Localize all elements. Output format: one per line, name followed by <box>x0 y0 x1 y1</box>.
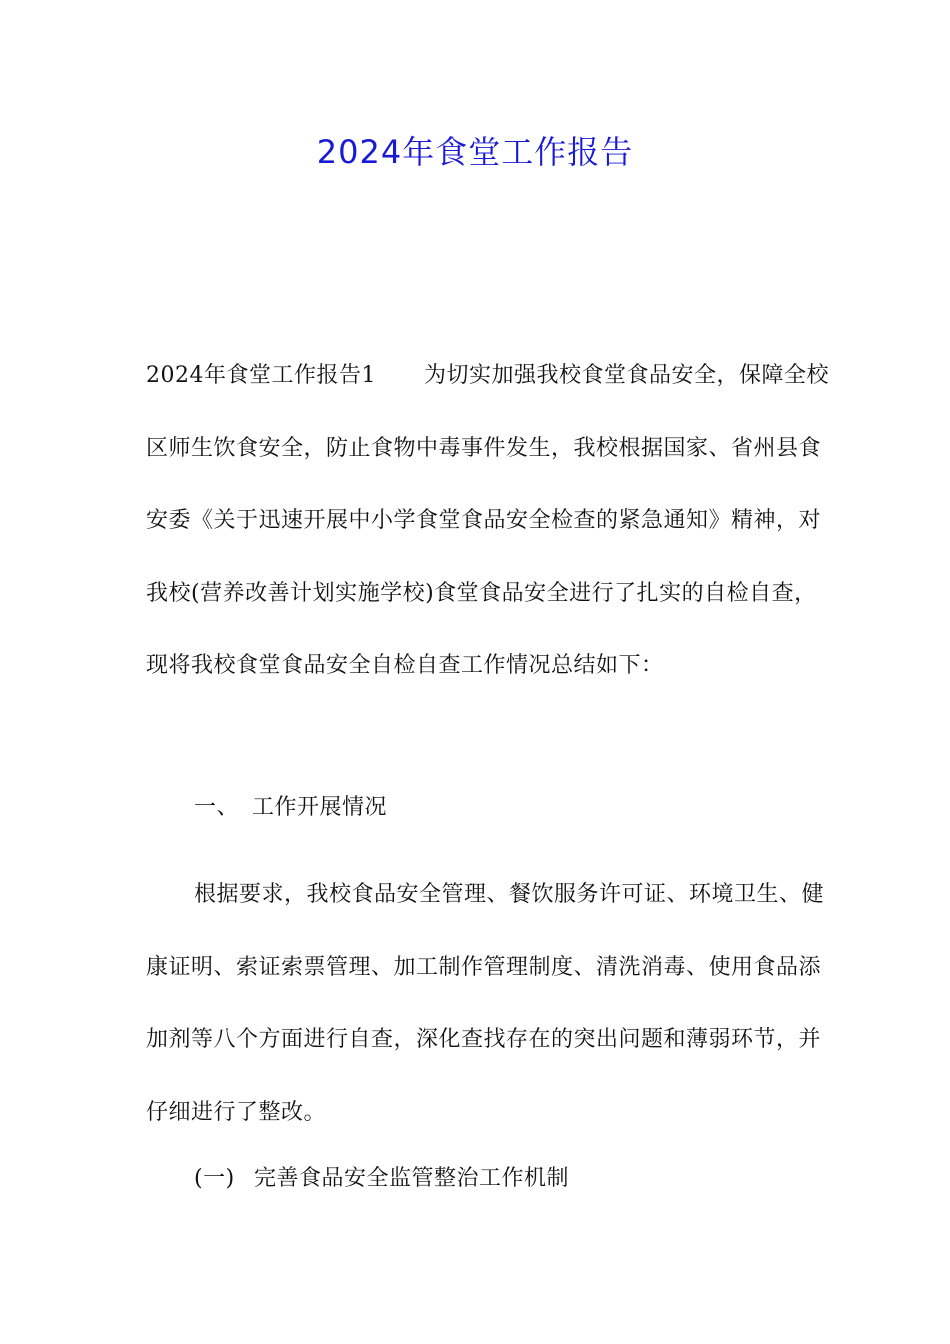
intro-paragraph <box>146 340 830 703</box>
subsection-number: (一) <box>194 1166 235 1191</box>
section-paragraph: 根据要求，我校食品安全管理、餐饮服务许可证、环境卫生、健康证明、索证索票管理、加工制作管理制度、清洗消毒、使用食品添加剂等八个方面进行自查，深化查找存在的突出问题和薄弱环节，并仔细进行了整改。 <box>146 882 825 1125</box>
section-heading-1 <box>146 786 878 830</box>
section-title: 工作开展情况 <box>252 795 388 820</box>
subsection-title: 完善食品安全监管整治工作机制 <box>254 1166 570 1191</box>
section-number: 一、 <box>194 795 240 820</box>
subsection-heading-1 <box>146 1157 878 1201</box>
intro-heading: 2024年食堂工作报告1 <box>146 363 376 388</box>
intro-text: 为切实加强我校食堂食品安全，保障全校区师生饮食安全，防止食物中毒事件发生，我校根据国家、省州县食安委《关于迅速开展中小学食堂食品安全检查的紧急通知》精神，对我校(营养改善计划实施学校)食堂食品安全进行了扎实的自检自查，现将我校食堂食品安全自检自查工作情况总结如下： <box>146 363 830 678</box>
document-title: 2024年食堂工作报告 <box>316 133 634 171</box>
